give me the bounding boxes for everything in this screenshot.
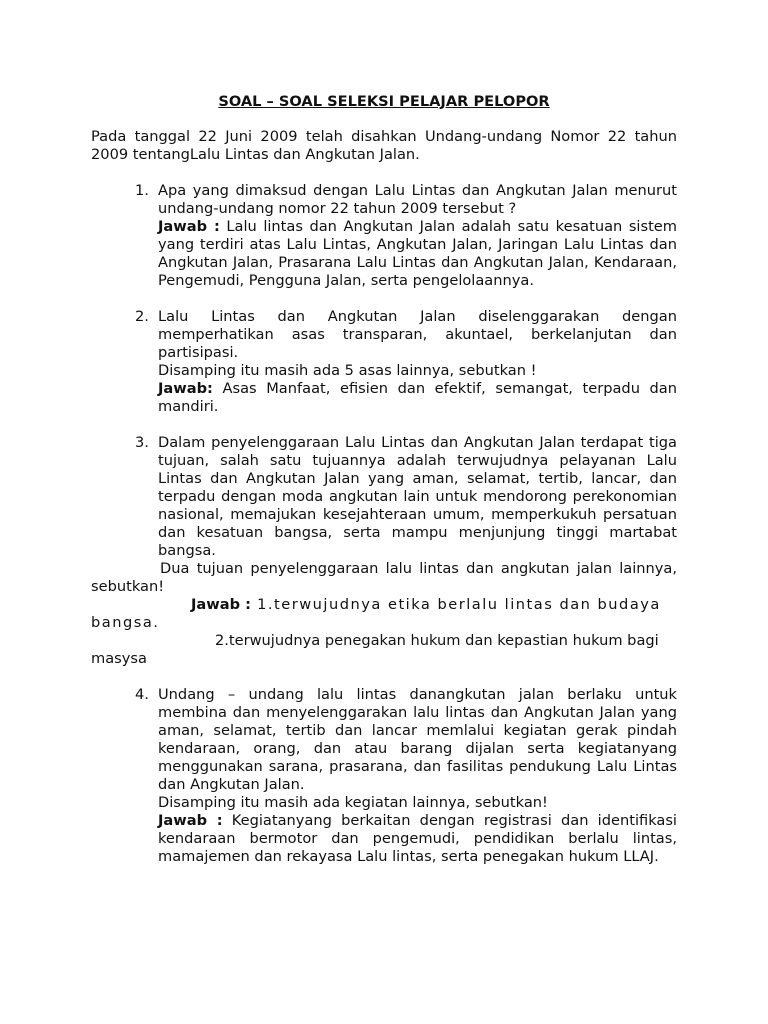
question-item-1: [91, 182, 677, 290]
question-number: 1.: [135, 182, 149, 199]
answer-text: Kegiatanyang berkaitan dengan registrasi dan identifikasi kendaraan bermotor dan pengemudi, pendidikan berlalu lintas, mamajemen dan rekayasa Lalu lintas, serta penegakan hukum LLAJ.: [158, 812, 677, 865]
question-extra-block: [91, 560, 677, 668]
answer-block: [158, 812, 677, 866]
answer-item-2: 2.terwujudnya penegakan hukum dan kepastian hukum bagi masysa: [91, 632, 659, 667]
question-extra: Disamping itu masih ada kegiatan lainnya, sebutkan!: [158, 794, 548, 811]
question-extra: Dua tujuan penyelenggaraan lalu lintas dan angkutan jalan lainnya, sebutkan!: [91, 560, 677, 595]
answer-block: [158, 380, 677, 416]
answer-label: Jawab:: [158, 380, 213, 397]
question-number: 4.: [135, 686, 149, 703]
answer-label: Jawab :: [191, 596, 251, 613]
page-title: SOAL – SOAL SELEKSI PELAJAR PELOPOR: [218, 93, 550, 110]
answer-label: Jawab :: [158, 812, 223, 829]
answer-block: [91, 596, 677, 632]
question-item-2: [91, 308, 677, 416]
answer-text: Asas Manfaat, efisien dan efektif, semangat, terpadu dan mandiri.: [158, 380, 677, 415]
question-item-3: [91, 434, 677, 668]
question-text: Dalam penyelenggaraan Lalu Lintas dan Angkutan Jalan terdapat tiga tujuan, salah satu tujuannya adalah terwujudnya pelayanan Lalu Lintas dan Angkutan Jalan yang aman, selamat, tertib, lancar, dan terpadu dengan moda angkutan lain untuk mendorong perekonomian nasional, memajukan kesejahteraan umum, memperkukuh persatuan dan kesatuan bangsa, serta mampu menjunjung tinggi martabat bangsa.: [158, 434, 677, 559]
answer-label: Jawab :: [158, 218, 220, 235]
document-page: [91, 93, 677, 884]
question-number: 3.: [135, 434, 149, 451]
question-text: Lalu Lintas dan Angkutan Jalan diselenggarakan dengan memperhatikan asas transparan, akuntael, berkelanjutan dan partisipasi.: [158, 308, 677, 361]
question-list: [91, 182, 677, 866]
question-extra: Disamping itu masih ada 5 asas lainnya, sebutkan !: [158, 362, 537, 379]
answer-item-1: 1.terwujudnya etika berlalu lintas dan budaya bangsa.: [91, 596, 661, 631]
question-text: Undang – undang lalu lintas danangkutan jalan berlaku untuk membina dan menyelenggarakan lalu lintas dan Angkutan Jalan yang aman, selamat, tertib dan lancar memlalui kegiatan gerak pindah kendaraan, orang, dan atau barang dijalan serta kegiatanyang menggunakan sarana, prasarana, dan fasilitas pendukung Lalu Lintas dan Angkutan Jalan.: [158, 686, 677, 793]
intro-paragraph: Pada tanggal 22 Juni 2009 telah disahkan Undang-undang Nomor 22 tahun 2009 tentangLalu Lintas dan Angkutan Jalan.: [91, 128, 677, 163]
question-number: 2.: [135, 308, 149, 325]
answer-text: Lalu lintas dan Angkutan Jalan adalah satu kesatuan sistem yang terdiri atas Lalu Lintas, Angkutan Jalan, Jaringan Lalu Lintas dan Angkutan Jalan, Prasarana Lalu Lintas dan Angkutan Jalan, Kendaraan, Pengemudi, Pengguna Jalan, serta pengelolaannya.: [158, 218, 677, 289]
answer-block: [158, 218, 677, 290]
question-text: Apa yang dimaksud dengan Lalu Lintas dan Angkutan Jalan menurut undang-undang nomor 22 tahun 2009 tersebut ?: [158, 182, 677, 217]
question-item-4: [91, 686, 677, 866]
